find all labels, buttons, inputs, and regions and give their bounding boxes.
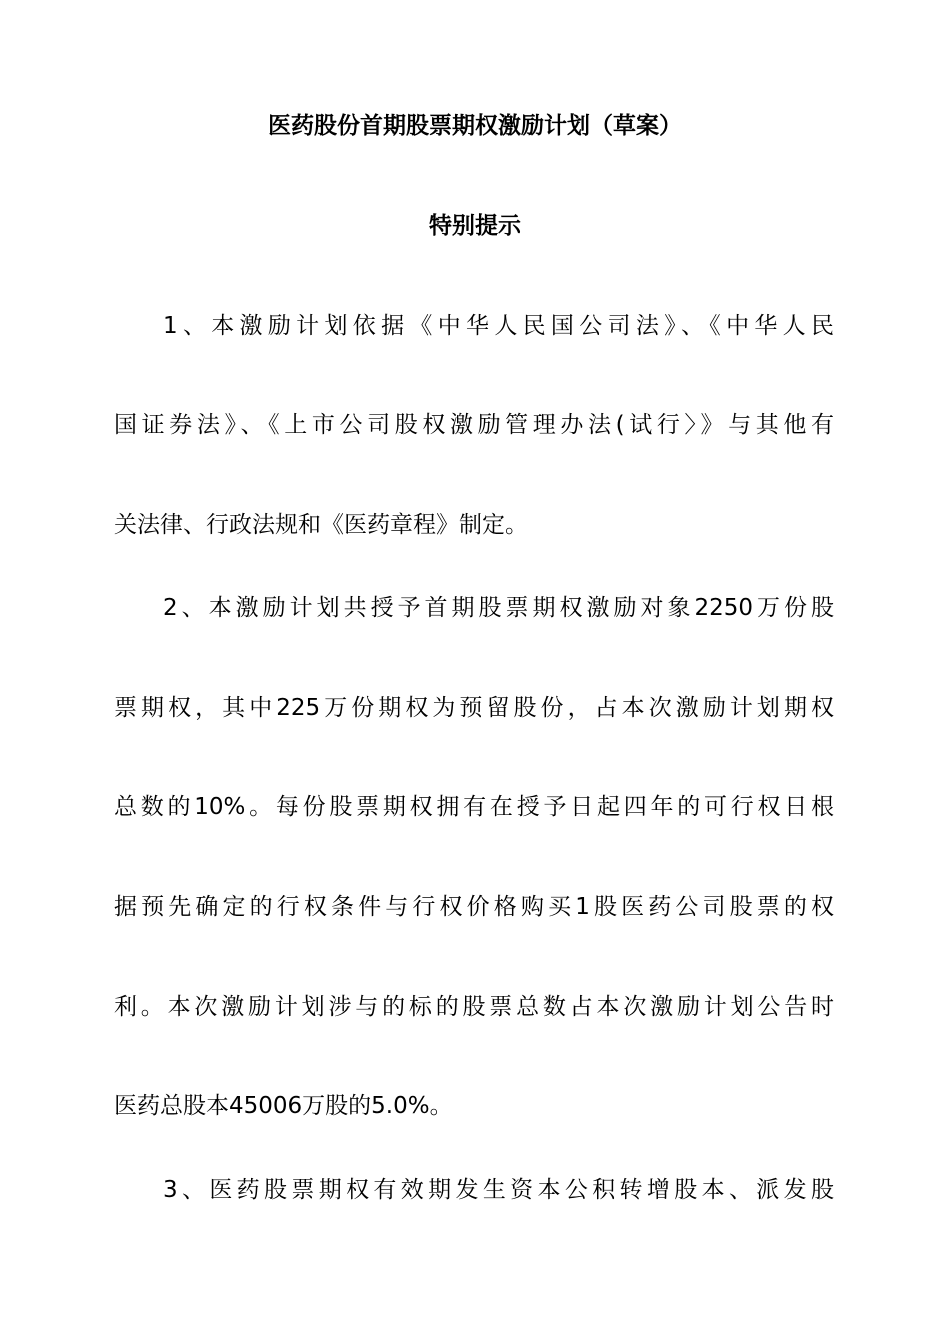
paragraph-2-line-1: 2、本激励计划共授予首期股票期权激励对象2250万份股 <box>163 595 834 621</box>
paragraph-1-line-3: 关法律、行政法规和《医药章程》制定。 <box>114 512 528 538</box>
document-title: 医药股份首期股票期权激励计划（草案） <box>268 113 682 139</box>
paragraph-2-line-6: 医药总股本45006万股的5.0%。 <box>114 1093 453 1119</box>
paragraph-1-line-1: 1、本激励计划依据《中华人民国公司法》、《中华人民 <box>163 313 834 339</box>
paragraph-2-line-2: 票期权，其中225万份期权为预留股份，占本次激励计划期权 <box>114 695 834 721</box>
paragraph-3-line-1: 3、医药股票期权有效期发生资本公积转增股本、派发股 <box>163 1177 834 1203</box>
paragraph-2-line-4: 据预先确定的行权条件与行权价格购买1股医药公司股票的权 <box>114 894 834 920</box>
section-heading: 特别提示 <box>429 213 521 239</box>
paragraph-1-line-2: 国证券法》、《上市公司股权激励管理办法(试行〉》与其他有 <box>114 412 834 438</box>
paragraph-2-line-3: 总数的10%。每份股票期权拥有在授予日起四年的可行权日根 <box>114 794 834 820</box>
paragraph-2-line-5: 利。本次激励计划涉与的标的股票总数占本次激励计划公告时 <box>114 994 834 1020</box>
